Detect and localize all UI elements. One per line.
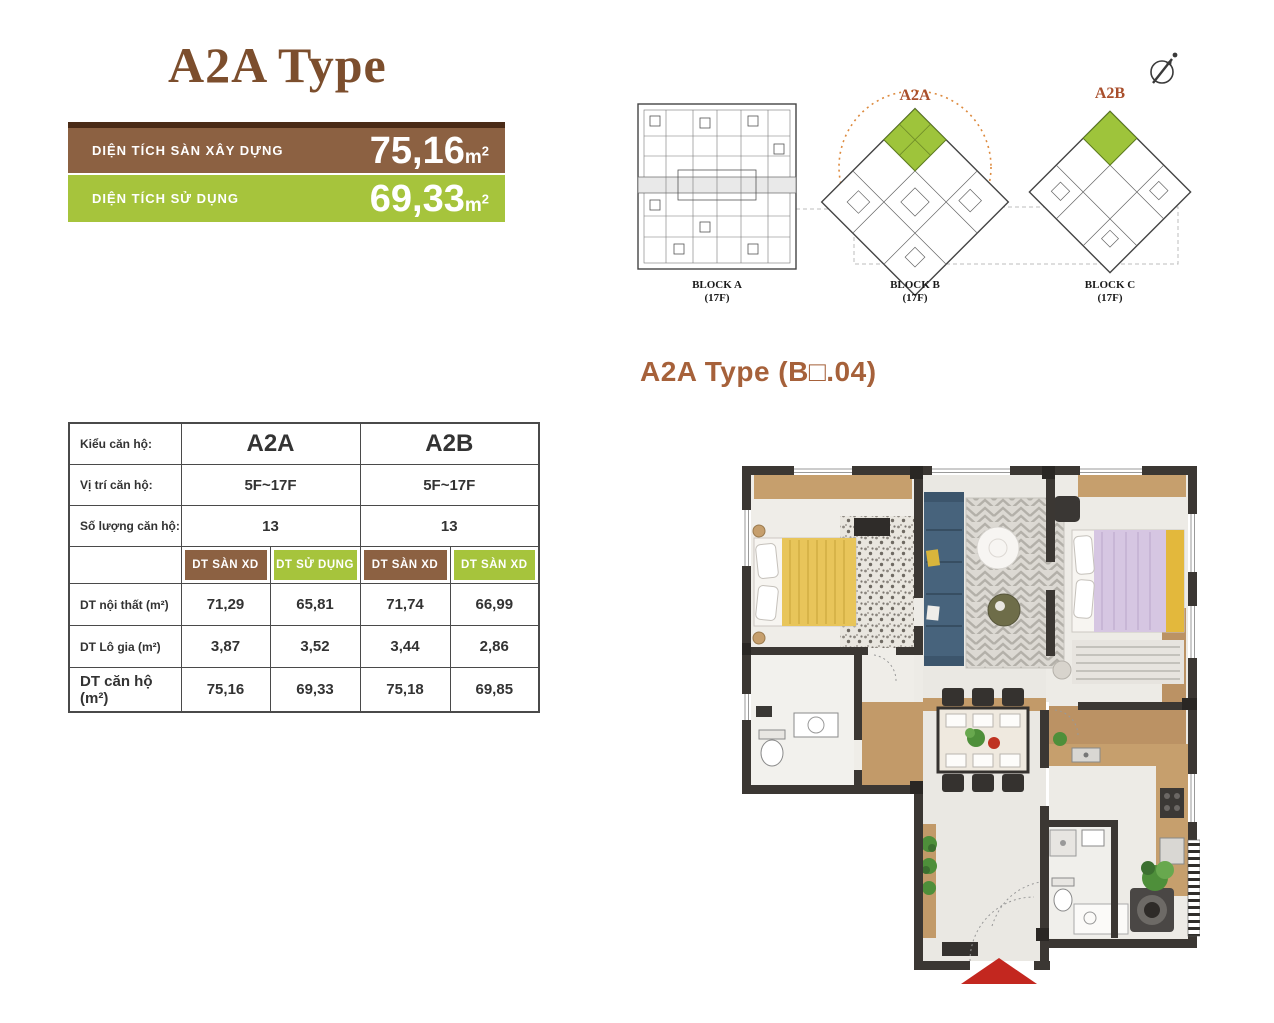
table-row (69, 465, 539, 506)
cell-value: 66,99 (450, 584, 539, 626)
construction-area-bar (68, 122, 505, 173)
unit-a2b-header: A2B (360, 423, 539, 465)
table-subheader-row (69, 547, 539, 584)
cell-value: 5F~17F (360, 465, 539, 506)
coffee-table (988, 594, 1020, 626)
site-plan (626, 42, 1216, 325)
table-row (69, 423, 539, 465)
bedroom2-rug (1072, 640, 1184, 684)
table-row (69, 668, 539, 713)
row-label: DT căn hộ (m²) (69, 668, 181, 713)
cell-value: 69,33 (270, 668, 360, 713)
bedroom2-bed (1072, 530, 1184, 632)
row-label: DT Lô gia (m²) (69, 626, 181, 668)
block-c-plan (1029, 111, 1190, 272)
cell-value: 3,87 (181, 626, 270, 668)
entry-shoe-cabinet (942, 942, 978, 956)
block-b-plan (822, 91, 1009, 295)
apartment-floor-plan (742, 458, 1200, 995)
construction-area-label: DIỆN TÍCH SÀN XÂY DỰNG (92, 143, 284, 158)
block-b-name: BLOCK B (890, 279, 940, 291)
table-row (69, 626, 539, 668)
spec-table (68, 422, 540, 713)
washing-machine (1130, 888, 1174, 932)
coffee-table-dish (995, 601, 1005, 611)
subheader-dt-su-dung: DT SỬ DỤNG (274, 550, 357, 580)
cell-value: 3,44 (360, 626, 450, 668)
construction-area-value: $75,16m^2$ (369, 129, 489, 172)
bedroom1-nightstand (753, 632, 765, 644)
bedroom2-pouf (1053, 661, 1071, 679)
cell-value: 13 (360, 506, 539, 547)
cell-value: 3,52 (270, 626, 360, 668)
row-label: DT nội thất (m²) (69, 584, 181, 626)
block-b-floors: (17F) (902, 292, 928, 304)
balcony-railing (1188, 840, 1200, 936)
row-label: Kiểu căn hộ: (69, 423, 181, 465)
bedroom1-tv-unit (854, 518, 890, 536)
bedroom1-bed (754, 538, 856, 626)
cell-value: 75,16 (181, 668, 270, 713)
cell-value: 71,29 (181, 584, 270, 626)
cell-value: 65,81 (270, 584, 360, 626)
compass-icon (1151, 53, 1177, 83)
site-label-a2b: A2B (1094, 85, 1126, 102)
bedroom2-armchair (1054, 496, 1080, 522)
cell-value: 2,86 (450, 626, 539, 668)
block-c-floors: (17F) (1097, 292, 1123, 304)
area-summary-bars (68, 122, 505, 222)
dining-set (938, 688, 1028, 792)
block-a-floors: (17F) (704, 292, 730, 304)
subheader-dt-san-xd: DT SÀN XD (454, 550, 536, 580)
unit-a2a-header: A2A (181, 423, 360, 465)
cell-value: 13 (181, 506, 360, 547)
usable-area-label: DIỆN TÍCH SỬ DỤNG (92, 191, 239, 206)
table-row (69, 584, 539, 626)
living-room-lamp (977, 527, 1019, 569)
table-row (69, 506, 539, 547)
block-a-plan (638, 104, 796, 269)
cell-value: 5F~17F (181, 465, 360, 506)
bedroom1-nightstand (753, 525, 765, 537)
block-a-name: BLOCK A (692, 279, 742, 291)
row-label: Vị trí căn hộ: (69, 465, 181, 506)
block-c-name: BLOCK C (1084, 279, 1136, 291)
row-label: Số lượng căn hộ: (69, 506, 181, 547)
cell-value: 75,18 (360, 668, 450, 713)
plan-heading: A2A Type (B□.04) (640, 356, 877, 387)
cell-value: 69,85 (450, 668, 539, 713)
page-title: A2A Type (168, 37, 387, 93)
entrance-arrow-icon (961, 958, 1037, 984)
empty-cell (69, 547, 181, 584)
usable-area-bar (68, 175, 505, 222)
subheader-dt-san-xd: DT SÀN XD (185, 550, 267, 580)
site-label-a2a: A2A (899, 87, 931, 104)
cell-value: 71,74 (360, 584, 450, 626)
living-room-sofa (924, 492, 964, 666)
subheader-dt-san-xd: DT SÀN XD (364, 550, 447, 580)
usable-area-value: $69,33m^2$ (369, 177, 489, 220)
